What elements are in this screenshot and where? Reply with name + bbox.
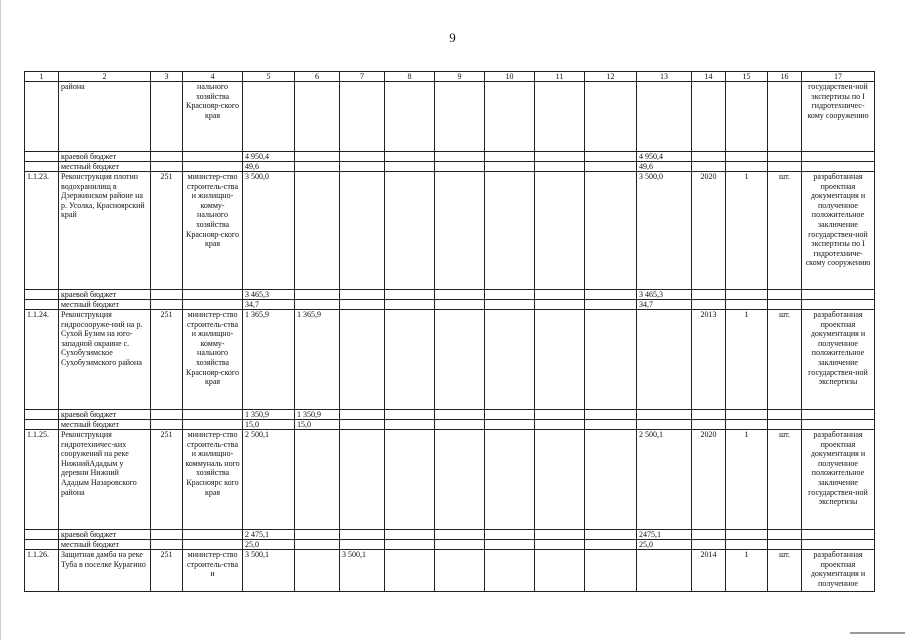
cell-value: 2475,1: [637, 530, 692, 540]
cell-code: 251: [151, 430, 183, 530]
cell-qty: 1: [726, 172, 768, 290]
cell-value: 2 500,1: [243, 430, 295, 530]
cell-value: 1 365,9: [243, 310, 295, 410]
cell-result: разработанная проектная документация и полученное положительное заключение государствен-ной экспертизы: [802, 430, 875, 530]
cell-value: 4 950,4: [637, 152, 692, 162]
page-number: 9: [449, 30, 456, 45]
cell-value: 25,0: [637, 540, 692, 550]
col-header: 5: [243, 72, 295, 82]
cell-value: 3 500,1: [340, 550, 385, 592]
cell-number: 1.1.25.: [25, 430, 59, 530]
cell-name: Реконструкция плотин водохранилищ в Дзержинском районе на р. Усолка, Красноярский край: [59, 172, 151, 290]
cell-value: 1 350,9: [243, 410, 295, 420]
scan-mark: [850, 632, 905, 634]
table-row: [25, 162, 875, 172]
cell-value: 25,0: [243, 540, 295, 550]
col-header: 11: [535, 72, 585, 82]
table-row: [25, 290, 875, 300]
cell-source: местный бюджет: [59, 420, 151, 430]
cell-value: 3 465,3: [637, 290, 692, 300]
header-row: [25, 72, 875, 82]
cell-agency: министер-ство строитель-ства и жилищно-коммуналь ного хозяйства Красноярс кого края: [183, 430, 243, 530]
cell-value: 3 500,1: [243, 550, 295, 592]
col-header: 14: [692, 72, 726, 82]
col-header: 10: [485, 72, 535, 82]
cell-year: 2020: [692, 430, 726, 530]
cell-source: местный бюджет: [59, 300, 151, 310]
cell-value: 15,0: [243, 420, 295, 430]
col-header: 12: [585, 72, 637, 82]
col-header: 4: [183, 72, 243, 82]
cell-agency: министер-ство строитель-ства и жилищно-комму-нального хозяйства Краснояр-ского края: [183, 172, 243, 290]
cell-unit: шт.: [768, 550, 802, 592]
cell-source: краевой бюджет: [59, 530, 151, 540]
cell-name: района: [59, 82, 151, 152]
cell-value: 15,0: [295, 420, 340, 430]
scan-edge: [0, 0, 1, 640]
cell-name: Защитная дамба на реке Туба в поселке Курагино: [59, 550, 151, 592]
col-header: 9: [435, 72, 485, 82]
cell-year: 2014: [692, 550, 726, 592]
cell-agency: нального хозяйства Краснояр-ского края: [183, 82, 243, 152]
table-row: [25, 310, 875, 410]
cell-result: разработанная проектная документация и полученное положительное заключение государствен-ной экспертизы: [802, 310, 875, 410]
col-header: 1: [25, 72, 59, 82]
cell-value: 2 475,1: [243, 530, 295, 540]
cell-value: 34,7: [243, 300, 295, 310]
cell-source: местный бюджет: [59, 540, 151, 550]
col-header: 13: [637, 72, 692, 82]
cell-value: 4 950,4: [243, 152, 295, 162]
cell-name: Реконструкция гидросооруже-ний на р. Сухой Бузим на юго-западной окраине с. Сухобузимское Сухобузимского района: [59, 310, 151, 410]
table-row: [25, 430, 875, 530]
cell-value: 49,6: [637, 162, 692, 172]
col-header: 16: [768, 72, 802, 82]
cell-result: государствен-ной экспертизы по I гидротехничес-кому сооружению: [802, 82, 875, 152]
cell-code: 251: [151, 550, 183, 592]
cell-unit: шт.: [768, 310, 802, 410]
cell-qty: 1: [726, 310, 768, 410]
cell-value: 1 365,9: [295, 310, 340, 410]
cell-code: 251: [151, 172, 183, 290]
table-row: [25, 82, 875, 152]
col-header: 6: [295, 72, 340, 82]
col-header: 7: [340, 72, 385, 82]
cell-agency: министер-ство строитель-ства и жилищно-комму-нального хозяйства Краснояр-ского края: [183, 310, 243, 410]
cell-code: 251: [151, 310, 183, 410]
cell-number: 1.1.24.: [25, 310, 59, 410]
col-header: 2: [59, 72, 151, 82]
cell-source: краевой бюджет: [59, 410, 151, 420]
cell-qty: 1: [726, 550, 768, 592]
col-header: 15: [726, 72, 768, 82]
cell-year: 2013: [692, 310, 726, 410]
cell-unit: шт.: [768, 430, 802, 530]
cell-name: Реконструкция гидротехничес-ких сооружений на реке НижнийАдадым у деревни Нижний Ададым Назаровского района: [59, 430, 151, 530]
cell-year: 2020: [692, 172, 726, 290]
cell-value: 1 350,9: [295, 410, 340, 420]
cell-value: 34,7: [637, 300, 692, 310]
cell-agency: министер-ство строитель-ства и: [183, 550, 243, 592]
col-header: 17: [802, 72, 875, 82]
cell-value: 3 500,0: [243, 172, 295, 290]
cell-qty: 1: [726, 430, 768, 530]
table-row: [25, 410, 875, 420]
table-row: [25, 530, 875, 540]
table-row: [25, 420, 875, 430]
table-row: [25, 300, 875, 310]
cell-value: 3 465,3: [243, 290, 295, 300]
cell-value: 2 500,1: [637, 430, 692, 530]
cell-unit: шт.: [768, 172, 802, 290]
cell-value: 3 500,0: [637, 172, 692, 290]
cell-result: разработанная проектная документация и полученное: [802, 550, 875, 592]
table-row: [25, 152, 875, 162]
cell-source: краевой бюджет: [59, 152, 151, 162]
table-row: [25, 172, 875, 290]
col-header: 3: [151, 72, 183, 82]
cell-source: краевой бюджет: [59, 290, 151, 300]
cell-number: 1.1.23.: [25, 172, 59, 290]
budget-table: [24, 71, 875, 592]
cell-source: местный бюджет: [59, 162, 151, 172]
table-row: [25, 540, 875, 550]
table-row: [25, 550, 875, 592]
cell-result: разработанная проектная документация и полученное положительное заключение государствен-ной экспертизы по I гидротехниче-скому сооружению: [802, 172, 875, 290]
cell-value: 49,6: [243, 162, 295, 172]
col-header: 8: [385, 72, 435, 82]
cell-number: 1.1.26.: [25, 550, 59, 592]
